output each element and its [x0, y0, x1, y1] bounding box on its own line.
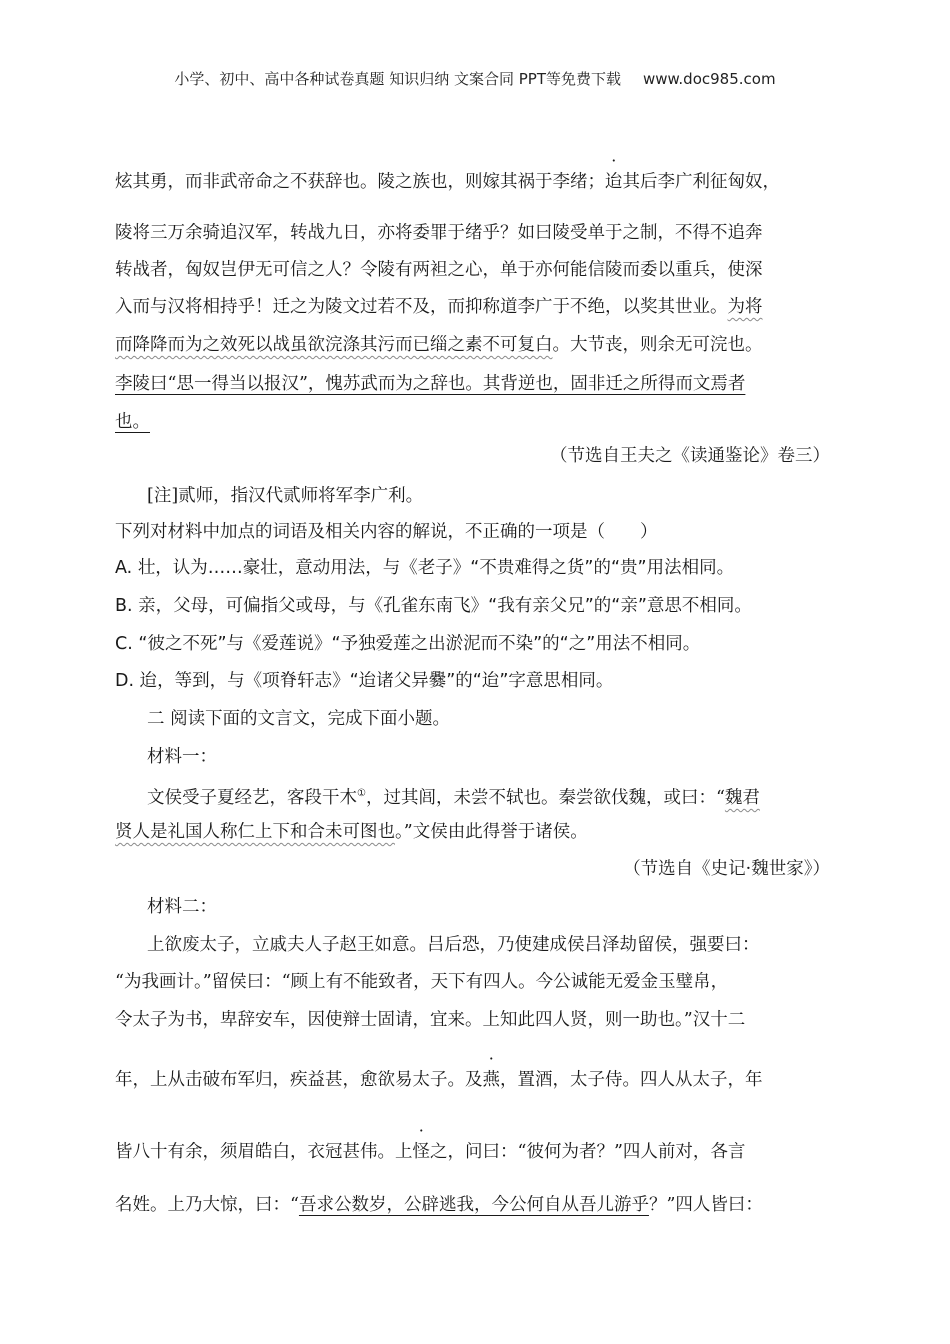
note: [注]贰师，指汉代贰师将军李广利。 — [147, 486, 424, 506]
dotted-char: 迨 — [605, 172, 623, 192]
underlined-text: 吾求公数岁，公辟逃我，今公何自从吾儿游乎 — [298, 1195, 649, 1215]
dotted-char: 燕 — [482, 1070, 500, 1090]
passage1-line4: 入而与汉将相持乎！迁之为陵文过若不及，而抑称道李广于不绝，以奖其世业。为将 — [115, 297, 763, 317]
passage1-line2: 陵将三万余骑追汉军，转战九日，亦将委罪于绪乎？如曰陵受单于之制，不得不追奔 — [115, 223, 763, 243]
dotted-char: 怪 — [412, 1142, 430, 1162]
material1-source: （节选自《史记·魏世家》） — [623, 859, 830, 879]
passage1-line7-underlined: 也。 — [115, 412, 150, 432]
material2-line2: “为我画计。”留侯曰：“顾上有不能致者，天下有四人。今公诚能无爱金玉璧帛， — [115, 972, 729, 992]
material1-line2: 贤人是礼国人称仁上下和合未可图也。”文侯由此得誉于诸侯。 — [115, 822, 588, 842]
material2-label: 材料二： — [147, 897, 217, 917]
material2-line1: 上欲废太子，立戚夫人子赵王如意。吕后恐，乃使建成侯吕泽劫留侯，强要曰： — [147, 935, 760, 955]
passage1-line5: 而降降而为之效死以战虽欲浣涤其污而已缁之素不可复白。大节丧，则余无可浣也。 — [115, 335, 763, 355]
material2-line6: 名姓。上乃大惊，曰：“吾求公数岁，公辟逃我，今公何自从吾儿游乎？”四人皆曰： — [115, 1195, 763, 1215]
section2-title: 二 阅读下面的文言文，完成下面小题。 — [147, 709, 451, 729]
passage1-line3: 转战者，匈奴岂伊无可信之人？令陵有两袒之心，单于亦何能信陵而委以重兵，使深 — [115, 260, 763, 280]
page-header — [0, 68, 950, 89]
passage1-source: （节选自王夫之《读通鉴论》卷三） — [550, 446, 830, 466]
question-stem: 下列对材料中加点的词语及相关内容的解说，不正确的一项是（ ） — [115, 522, 658, 542]
passage1-line6-underlined: 李陵曰“思一得当以报汉”，愧苏武而为之辞也。其背逆也，固非迁之所得而文焉者 — [115, 374, 746, 394]
material2-line4: 年，上从击破布军归，疾益甚，愈欲易太子。及燕，置酒，太子侍。四人从太子，年 — [115, 1070, 763, 1090]
material2-line3: 令太子为书，卑辞安车，因使辩士固请，宜来。上知此四人贤，则一助也。”汉十二 — [115, 1010, 746, 1030]
header-text: 小学、初中、高中各种试卷真题 知识归纳 文案合同 PPT等免费下载 — [174, 70, 621, 88]
option-d[interactable]: D. 迨，等到，与《项脊轩志》“迨诸父异爨”的“迨”字意思相同。 — [115, 671, 614, 691]
footnote-marker: ① — [357, 788, 366, 799]
wavy-underlined-text: 而降降而为之效死以战虽欲浣涤其污而已缁之素不可复白 — [115, 335, 553, 355]
material2-line5: 皆八十有余，须眉皓白，衣冠甚伟。上怪之，问曰：“彼何为者？”四人前对，各言 — [115, 1142, 746, 1162]
material1-label: 材料一： — [147, 747, 217, 767]
option-c[interactable]: C. “彼之不死”与《爱莲说》“予独爱莲之出淤泥而不染”的“之”用法不相同。 — [115, 634, 701, 654]
wavy-underlined-text: 贤人是礼国人称仁上下和合未可图也 — [115, 822, 395, 842]
passage1-line1: 炫其勇，而非武帝命之不获辞也。陵之族也，则嫁其祸于李绪；迨其后李广利征匈奴， — [115, 172, 780, 192]
material1-line1: 文侯受子夏经艺，客段干木①，过其闾，未尝不轼也。秦尝欲伐魏，或曰：“魏君 — [147, 787, 760, 808]
option-b[interactable]: B. 亲，父母，可偏指父或母，与《孔雀东南飞》“我有亲父兄”的“亲”意思不相同。 — [115, 596, 752, 616]
option-a[interactable]: A. 壮，认为……豪壮，意动用法，与《老子》“不贵难得之货”的“贵”用法相同。 — [115, 558, 735, 578]
header-url[interactable]: www.doc985.com — [642, 70, 776, 88]
